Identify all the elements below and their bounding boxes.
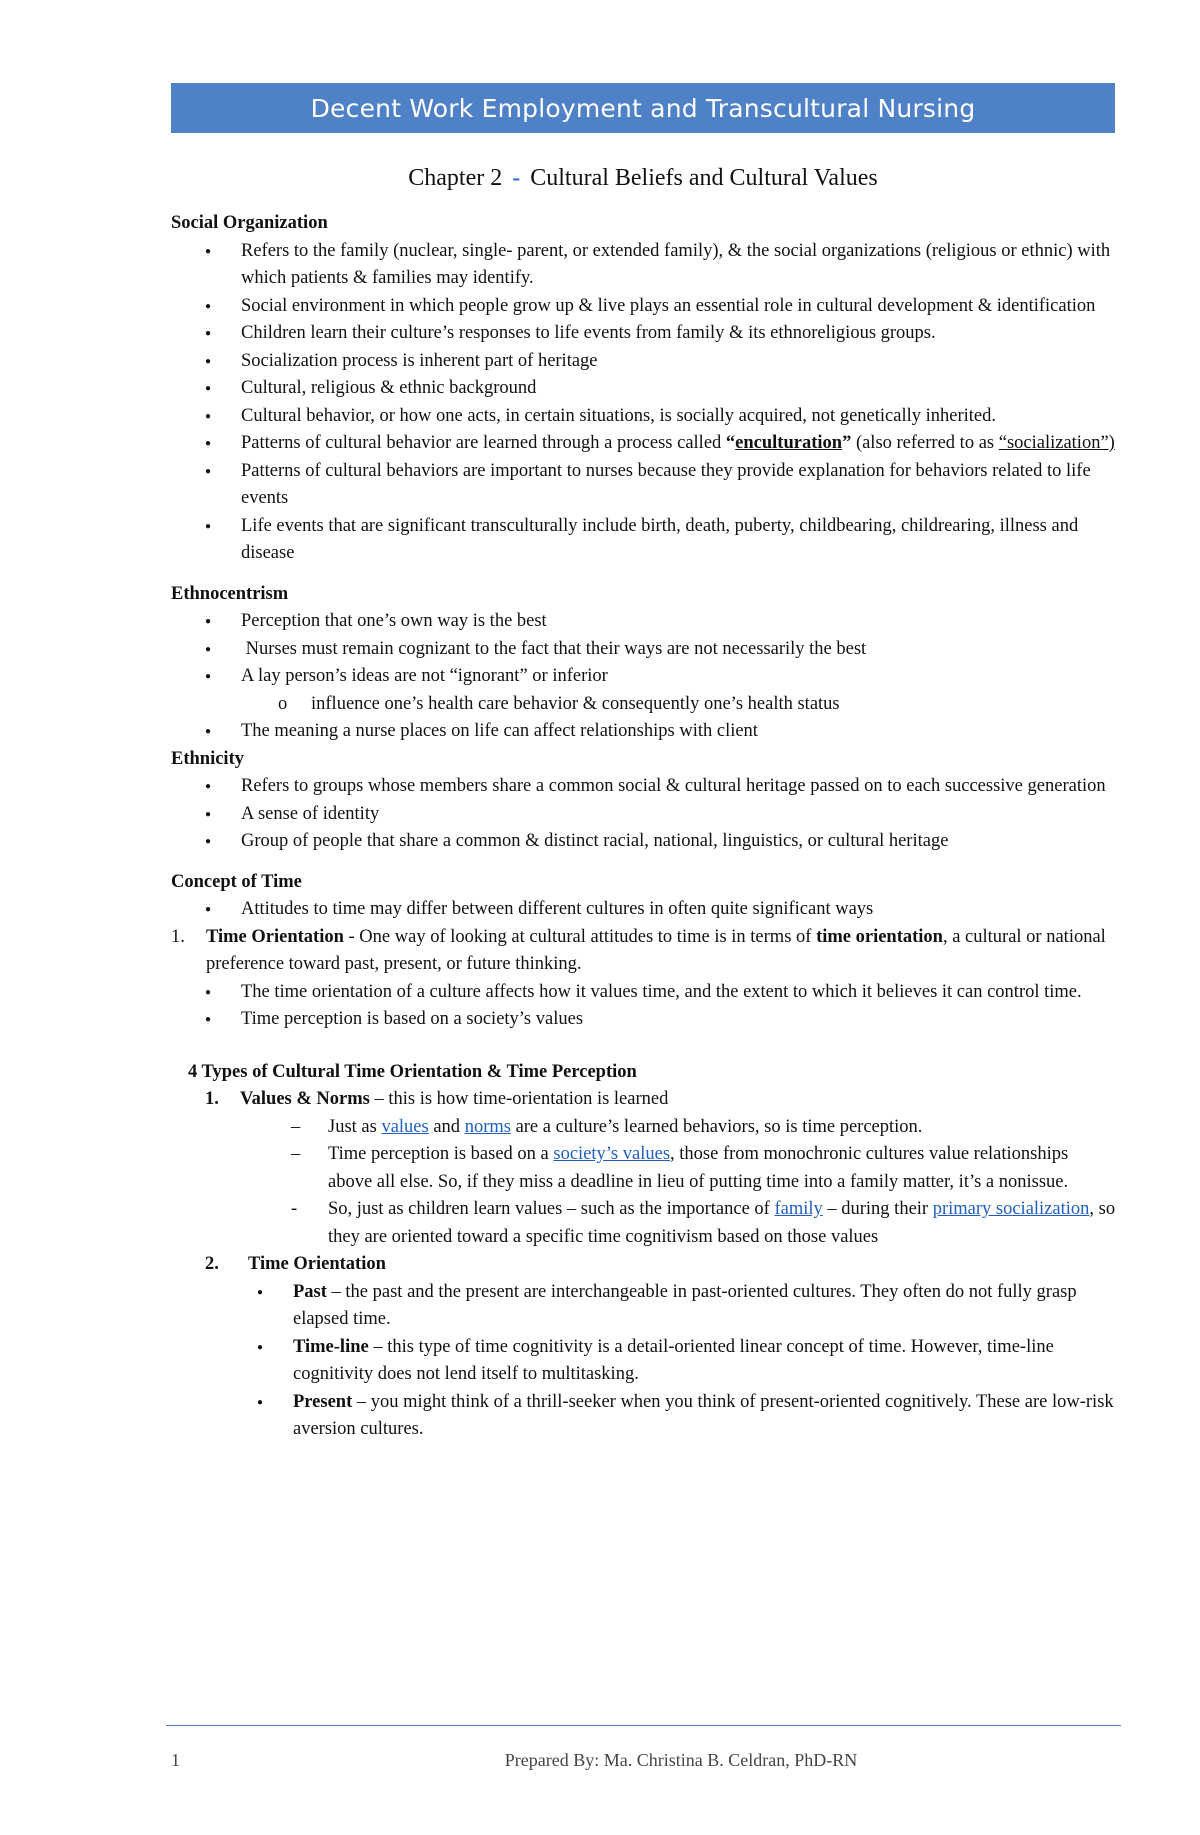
section-heading-ethnicity: Ethnicity [171, 748, 244, 769]
document-header-banner [171, 83, 1115, 133]
numbered-item-values-norms: 1. Values & Norms – this is how time-orientation is learned [205, 1089, 669, 1109]
section-heading-concept-of-time: Concept of Time [171, 871, 302, 892]
list-item: ● Children learn their culture’s responses to life events from family & its ethnoreligious groups. [171, 320, 1116, 348]
link-societys-values[interactable]: society’s values [553, 1144, 671, 1164]
section-heading-ethnocentrism: Ethnocentrism [171, 583, 289, 604]
list-item: ● Socialization process is inherent part of heritage [171, 348, 1116, 376]
dash-item: – Just as values and norms are a culture’s learned behaviors, so is time perception. [291, 1116, 923, 1137]
page-number: 1 [171, 1750, 180, 1770]
dash-item: – Time perception is based on a society’s values, those from monochronic cultures value relationships above all else. So, if they miss a deadline in lieu of putting time into a family matter, it’s a nonissue. [291, 1144, 1069, 1192]
numbered-item-time-orientation: 1. Time Orientation - One way of looking at cultural attitudes to time is in terms of time orientation, a cultural or national preference toward past, present, or future thinking. [171, 926, 1106, 974]
types-section [171, 1059, 1116, 1444]
list-item: ● Patterns of cultural behaviors are important to nurses because they provide explanation for behaviors related to life events [171, 458, 1116, 513]
list-item: ● Life events that are significant transculturally include birth, death, puberty, childbearing, childrearing, illness and disease [171, 513, 1116, 568]
sub-list-item: o influence one’s health care behavior & consequently one’s health status [171, 691, 1116, 719]
social-organization-list [171, 238, 1116, 568]
time-orientation-list [171, 979, 1116, 1034]
banner-title: Decent Work Employment and Transcultural Nursing [310, 93, 976, 123]
dash-item: - So, just as children learn values – such as the importance of family – during their primary socialization, so they are oriented toward a specific time cognitivism based on those values [291, 1199, 1116, 1247]
chapter-title: Chapter 2 - Cultural Beliefs and Cultural Values [408, 165, 878, 191]
list-item: ● Perception that one’s own way is the best [171, 608, 1116, 636]
list-item: ● Attitudes to time may differ between different cultures in often quite significant ways [171, 896, 1116, 924]
list-item-enculturation: ● Patterns of cultural behavior are learned through a process called “enculturation” (also referred to as “socialization”) [171, 430, 1116, 458]
list-item: ● Time perception is based on a society’s values [171, 1006, 1116, 1034]
list-item: ● A sense of identity [171, 801, 1116, 829]
list-item: ● Social environment in which people grow up & live plays an essential role in cultural development & identification [171, 293, 1116, 321]
list-item: ● The time orientation of a culture affects how it values time, and the extent to which it believes it can control time. [171, 979, 1116, 1007]
list-item: ● The meaning a nurse places on life can affect relationships with client [171, 718, 1116, 746]
list-item: ● Refers to groups whose members share a common social & cultural heritage passed on to each successive generation [171, 773, 1116, 801]
prepared-by: Prepared By: Ma. Christina B. Celdran, PhD-RN [504, 1750, 858, 1770]
list-item: ● Group of people that share a common & distinct racial, national, linguistics, or cultural heritage [171, 828, 1116, 856]
document-body [171, 210, 1116, 1444]
section-heading-social-organization: Social Organization [171, 213, 328, 233]
list-item-past: ● Past – the past and the present are interchangeable in past-oriented cultures. They often do not fully grasp elapsed time. [188, 1279, 1116, 1334]
list-item: ● Nurses must remain cognizant to the fact that their ways are not necessarily the best [171, 636, 1116, 664]
ethnicity-list [171, 773, 1116, 856]
numbered-item-time-orientation-2: 2. Time Orientation [205, 1254, 386, 1274]
time-orientation-types-list [188, 1279, 1116, 1444]
list-item-present: ● Present – you might think of a thrill-seeker when you think of present-oriented cognitively. These are low-risk aversion cultures. [188, 1389, 1116, 1444]
link-values[interactable]: values [381, 1116, 429, 1137]
footer-divider [166, 1725, 1121, 1726]
ethnocentrism-list [171, 608, 1116, 746]
section-heading-types: 4 Types of Cultural Time Orientation & Time Perception [188, 1061, 637, 1082]
list-item: ● Refers to the family (nuclear, single- parent, or extended family), & the social organizations (religious or ethnic) with which patients & families may identify. [171, 238, 1116, 293]
concept-of-time-list [171, 896, 1116, 924]
link-family[interactable]: family [774, 1199, 823, 1219]
link-norms[interactable]: norms [464, 1116, 511, 1137]
list-item-time-line: ● Time-line – this type of time cognitivity is a detail-oriented linear concept of time. However, time-line cognitivity does not lend itself to multitasking. [188, 1334, 1116, 1389]
list-item: ● Cultural, religious & ethnic background [171, 375, 1116, 403]
link-primary-socialization[interactable]: primary socialization [932, 1199, 1090, 1219]
list-item: ● A lay person’s ideas are not “ignorant” or inferior [171, 663, 1116, 691]
list-item: ● Cultural behavior, or how one acts, in certain situations, is socially acquired, not genetically inherited. [171, 403, 1116, 431]
